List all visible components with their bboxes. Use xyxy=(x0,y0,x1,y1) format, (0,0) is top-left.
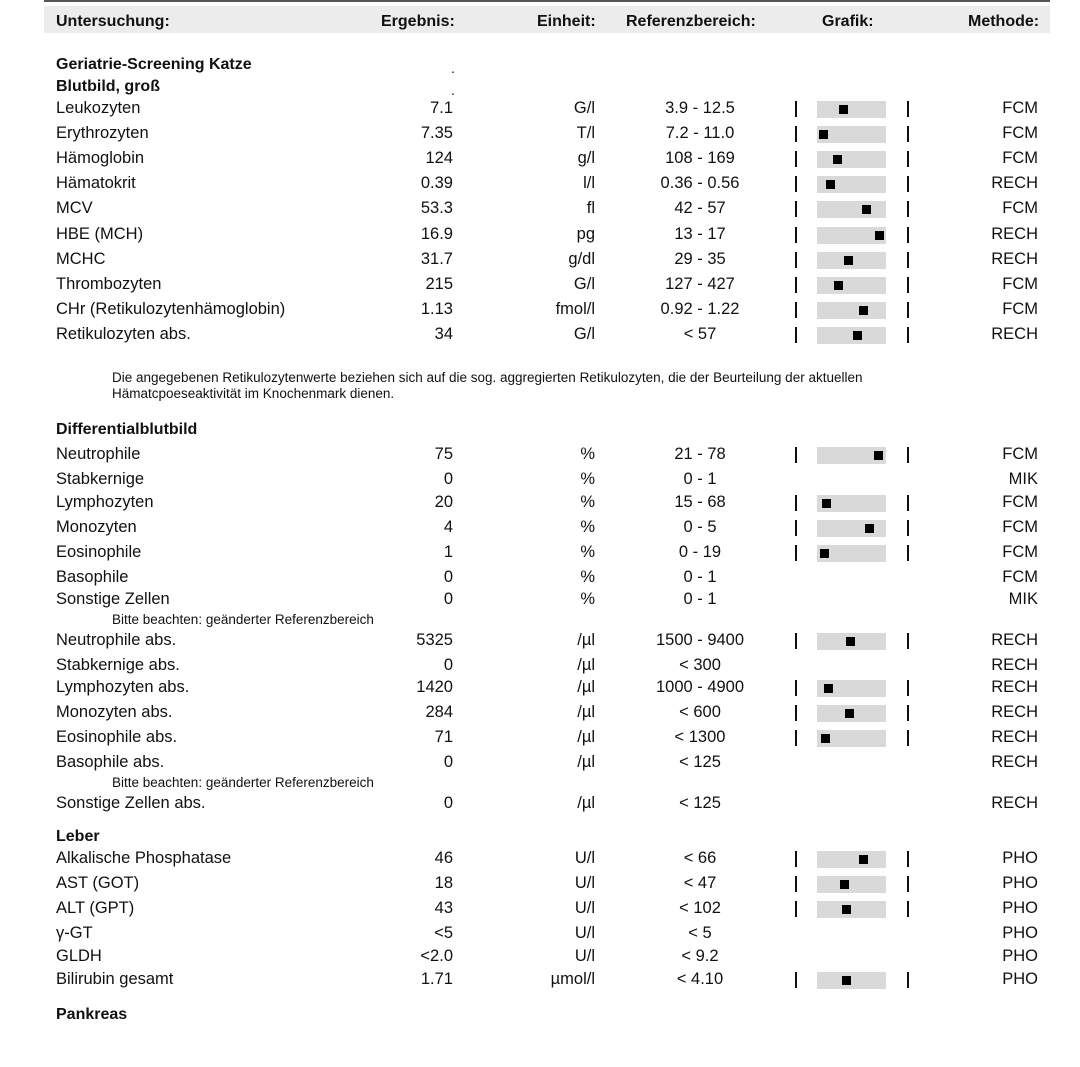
result-value: 43 xyxy=(434,899,453,917)
method-value: RECH xyxy=(991,728,1038,746)
table-row xyxy=(0,518,1080,540)
test-name: Lymphozyten abs. xyxy=(56,678,190,696)
result-value: 215 xyxy=(425,275,453,293)
result-value: 7.35 xyxy=(420,124,453,142)
range-bracket-right xyxy=(907,876,909,892)
test-name: Lymphozyten xyxy=(56,493,154,511)
range-bracket-right xyxy=(907,520,909,536)
range-bracket-left xyxy=(795,176,797,192)
range-bracket-left xyxy=(795,901,797,917)
method-value: RECH xyxy=(991,678,1038,696)
result-value: 34 xyxy=(434,325,453,343)
unit-value: /µl xyxy=(577,794,595,812)
method-value: PHO xyxy=(1002,970,1038,988)
result-value: 1.13 xyxy=(420,300,453,318)
unit-value: % xyxy=(580,568,595,586)
result-value: <5 xyxy=(434,924,453,942)
reference-change-note: Bitte beachten: geänderter Referenzbereich xyxy=(112,775,374,790)
method-value: FCM xyxy=(1002,445,1038,463)
reference-range: 7.2 - 11.0 xyxy=(665,124,735,142)
range-bar xyxy=(817,901,886,918)
unit-value: U/l xyxy=(574,924,595,942)
range-bar xyxy=(817,151,886,168)
method-value: RECH xyxy=(991,250,1038,268)
unit-value: pg xyxy=(576,225,595,243)
reference-change-note: Bitte beachten: geänderter Referenzbereich xyxy=(112,612,374,627)
range-bracket-left xyxy=(795,302,797,318)
table-row xyxy=(0,753,1080,775)
range-bracket-left xyxy=(795,520,797,536)
range-bracket-right xyxy=(907,151,909,167)
result-value: 7.1 xyxy=(430,99,453,117)
table-row xyxy=(0,174,1080,196)
range-bar xyxy=(817,101,886,118)
result-value: 20 xyxy=(434,493,453,511)
reference-range: 127 - 427 xyxy=(665,275,735,293)
test-name: MCV xyxy=(56,199,93,217)
range-bar xyxy=(817,447,886,464)
header-methode: Methode: xyxy=(968,13,1040,30)
reference-range: < 4.10 xyxy=(676,970,724,988)
reference-range: 0 - 1 xyxy=(683,590,717,608)
result-value: <2.0 xyxy=(420,947,453,965)
test-name: Alkalische Phosphatase xyxy=(56,849,232,867)
range-bar xyxy=(817,633,886,650)
range-bracket-left xyxy=(795,633,797,649)
range-bar xyxy=(817,302,886,319)
range-bracket-left xyxy=(795,252,797,268)
range-bracket-right xyxy=(907,201,909,217)
method-value: MIK xyxy=(1008,470,1038,488)
range-bracket-left xyxy=(795,876,797,892)
range-bar xyxy=(817,680,886,697)
table-row xyxy=(0,947,1080,969)
table-row xyxy=(0,656,1080,678)
result-value: 1 xyxy=(443,543,453,561)
table-row xyxy=(0,874,1080,896)
range-bar xyxy=(817,520,886,537)
range-bracket-left xyxy=(795,201,797,217)
range-bracket-left xyxy=(795,495,797,511)
test-name: Hämatokrit xyxy=(56,174,136,192)
method-value: RECH xyxy=(991,174,1038,192)
table-row xyxy=(0,199,1080,221)
method-value: RECH xyxy=(991,753,1038,771)
unit-value: /µl xyxy=(577,656,595,674)
value-marker xyxy=(865,524,874,533)
reference-range: 1500 - 9400 xyxy=(655,631,745,649)
range-bar xyxy=(817,876,886,893)
result-value: 0 xyxy=(443,656,453,674)
range-bracket-left xyxy=(795,151,797,167)
result-value: 75 xyxy=(434,445,453,463)
range-bar xyxy=(817,277,886,294)
test-name: Eosinophile xyxy=(56,543,142,561)
range-bracket-right xyxy=(907,545,909,561)
unit-value: l/l xyxy=(583,174,595,192)
range-bracket-left xyxy=(795,126,797,142)
reference-range: 42 - 57 xyxy=(674,199,726,217)
method-value: FCM xyxy=(1002,99,1038,117)
method-value: PHO xyxy=(1002,947,1038,965)
method-value: FCM xyxy=(1002,275,1038,293)
result-value: 0 xyxy=(443,590,453,608)
unit-value: % xyxy=(580,470,595,488)
table-row xyxy=(0,794,1080,816)
value-marker xyxy=(834,281,843,290)
table-row xyxy=(0,124,1080,146)
method-value: PHO xyxy=(1002,874,1038,892)
range-bracket-right xyxy=(907,327,909,343)
reference-range: 0 - 1 xyxy=(683,470,717,488)
test-name: Sonstige Zellen xyxy=(56,590,170,608)
method-value: PHO xyxy=(1002,924,1038,942)
table-row xyxy=(0,543,1080,565)
value-marker xyxy=(820,549,829,558)
range-bracket-right xyxy=(907,227,909,243)
range-bracket-right xyxy=(907,126,909,142)
unit-value: g/dl xyxy=(568,250,595,268)
reference-range: < 125 xyxy=(679,794,721,812)
test-name: Neutrophile abs. xyxy=(56,631,177,649)
test-name: Monozyten abs. xyxy=(56,703,173,721)
reference-range: < 57 xyxy=(683,325,717,343)
unit-value: /µl xyxy=(577,678,595,696)
header-ergebnis: Ergebnis: xyxy=(381,13,455,30)
section-title-differentialblutbild: Differentialblutbild xyxy=(56,421,198,438)
range-bar xyxy=(817,252,886,269)
range-bracket-left xyxy=(795,227,797,243)
retikulozyten-note-line1: Die angegebenen Retikulozytenwerte beziehen sich auf die sog. aggregierten Retikulozyten, die der Beurteilung der aktuellen xyxy=(112,370,863,385)
range-bracket-right xyxy=(907,633,909,649)
range-bracket-left xyxy=(795,447,797,463)
range-bar xyxy=(817,176,886,193)
method-value: FCM xyxy=(1002,493,1038,511)
test-name: GLDH xyxy=(56,947,102,965)
range-bar xyxy=(817,201,886,218)
unit-value: G/l xyxy=(573,325,595,343)
table-row xyxy=(0,970,1080,992)
reference-range: < 5 xyxy=(688,924,712,942)
method-value: RECH xyxy=(991,631,1038,649)
method-value: RECH xyxy=(991,703,1038,721)
header-untersuchung: Untersuchung: xyxy=(56,13,170,30)
value-marker xyxy=(875,231,884,240)
test-name: HBE (MCH) xyxy=(56,225,144,243)
table-row xyxy=(0,924,1080,946)
result-value: 1420 xyxy=(416,678,453,696)
table-row xyxy=(0,470,1080,492)
table-row xyxy=(0,275,1080,297)
unit-value: µmol/l xyxy=(550,970,595,988)
reference-range: 21 - 78 xyxy=(674,445,726,463)
range-bracket-left xyxy=(795,277,797,293)
value-marker xyxy=(853,331,862,340)
value-marker xyxy=(833,155,842,164)
value-marker xyxy=(842,976,851,985)
range-bracket-right xyxy=(907,495,909,511)
table-row xyxy=(0,149,1080,171)
range-bracket-left xyxy=(795,851,797,867)
section-title-leber: Leber xyxy=(56,828,100,845)
table-row xyxy=(0,590,1080,612)
value-marker xyxy=(859,855,868,864)
reference-range: 3.9 - 12.5 xyxy=(665,99,735,117)
table-row xyxy=(0,300,1080,322)
range-bar xyxy=(817,851,886,868)
value-marker xyxy=(846,637,855,646)
value-marker xyxy=(845,709,854,718)
range-bracket-right xyxy=(907,252,909,268)
range-bracket-right xyxy=(907,101,909,117)
value-marker xyxy=(844,256,853,265)
range-bar xyxy=(817,495,886,512)
range-bracket-left xyxy=(795,327,797,343)
range-bracket-left xyxy=(795,680,797,696)
result-value: 53.3 xyxy=(420,199,453,217)
unit-value: % xyxy=(580,493,595,511)
table-row xyxy=(0,493,1080,515)
result-value: 16.9 xyxy=(420,225,453,243)
range-bracket-right xyxy=(907,680,909,696)
unit-value: /µl xyxy=(577,631,595,649)
range-bar xyxy=(817,545,886,562)
test-name: Neutrophile xyxy=(56,445,141,463)
result-value: 46 xyxy=(434,849,453,867)
section-title-blutbild: Blutbild, groß xyxy=(56,78,160,95)
test-name: Erythrozyten xyxy=(56,124,149,142)
method-value: MIK xyxy=(1008,590,1038,608)
reference-range: 1000 - 4900 xyxy=(655,678,745,696)
table-row xyxy=(0,849,1080,871)
value-marker xyxy=(824,684,833,693)
section-title-geriatrie: Geriatrie-Screening Katze xyxy=(56,56,252,73)
method-value: RECH xyxy=(991,325,1038,343)
range-bracket-left xyxy=(795,101,797,117)
test-name: Bilirubin gesamt xyxy=(56,970,174,988)
result-value: 18 xyxy=(434,874,453,892)
method-value: FCM xyxy=(1002,300,1038,318)
value-marker xyxy=(874,451,883,460)
reference-range: < 66 xyxy=(683,849,717,867)
method-value: PHO xyxy=(1002,899,1038,917)
unit-value: U/l xyxy=(574,874,595,892)
unit-value: /µl xyxy=(577,728,595,746)
test-name: ALT (GPT) xyxy=(56,899,135,917)
test-name: Monozyten xyxy=(56,518,137,536)
result-value: 284 xyxy=(425,703,453,721)
header-grafik: Grafik: xyxy=(822,13,874,30)
reference-range: < 300 xyxy=(679,656,721,674)
value-marker xyxy=(859,306,868,315)
top-rule xyxy=(44,0,1050,2)
test-name: Basophile xyxy=(56,568,129,586)
reference-range: < 9.2 xyxy=(681,947,719,965)
test-name: Stabkernige xyxy=(56,470,145,488)
table-row xyxy=(0,99,1080,121)
reference-range: 0 - 5 xyxy=(683,518,717,536)
unit-value: G/l xyxy=(573,275,595,293)
result-dot: . xyxy=(451,82,455,98)
range-bracket-left xyxy=(795,705,797,721)
range-bracket-right xyxy=(907,972,909,988)
value-marker xyxy=(862,205,871,214)
result-value: 5325 xyxy=(416,631,453,649)
method-value: PHO xyxy=(1002,849,1038,867)
value-marker xyxy=(840,880,849,889)
unit-value: G/l xyxy=(573,99,595,117)
method-value: RECH xyxy=(991,794,1038,812)
reference-range: < 1300 xyxy=(674,728,726,746)
section-title-pankreas: Pankreas xyxy=(56,1006,128,1023)
range-bracket-left xyxy=(795,545,797,561)
method-value: FCM xyxy=(1002,543,1038,561)
range-bracket-right xyxy=(907,447,909,463)
unit-value: fl xyxy=(586,199,595,217)
result-value: 71 xyxy=(434,728,453,746)
value-marker xyxy=(839,105,848,114)
table-row xyxy=(0,225,1080,247)
range-bracket-right xyxy=(907,277,909,293)
retikulozyten-note-line2: Hämatcpoeseaktivität im Knochenmark dienen. xyxy=(112,386,395,401)
range-bar xyxy=(817,227,886,244)
range-bracket-right xyxy=(907,901,909,917)
reference-range: 0 - 19 xyxy=(678,543,722,561)
unit-value: % xyxy=(580,445,595,463)
reference-range: 29 - 35 xyxy=(674,250,726,268)
table-row xyxy=(0,703,1080,725)
reference-range: 0.36 - 0.56 xyxy=(660,174,740,192)
reference-range: < 102 xyxy=(679,899,721,917)
table-row xyxy=(0,899,1080,921)
reference-range: < 125 xyxy=(679,753,721,771)
method-value: FCM xyxy=(1002,199,1038,217)
unit-value: U/l xyxy=(574,947,595,965)
test-name: Hämoglobin xyxy=(56,149,145,167)
range-bar xyxy=(817,730,886,747)
value-marker xyxy=(819,130,828,139)
result-value: 4 xyxy=(443,518,453,536)
range-bracket-left xyxy=(795,730,797,746)
test-name: CHr (Retikulozytenhämoglobin) xyxy=(56,300,286,318)
result-value: 0 xyxy=(443,568,453,586)
result-value: 0 xyxy=(443,470,453,488)
table-row xyxy=(0,250,1080,272)
test-name: γ-GT xyxy=(56,924,93,942)
result-value: 124 xyxy=(425,149,453,167)
unit-value: % xyxy=(580,590,595,608)
range-bar xyxy=(817,126,886,143)
test-name: Stabkernige abs. xyxy=(56,656,180,674)
value-marker xyxy=(822,499,831,508)
unit-value: /µl xyxy=(577,753,595,771)
header-einheit: Einheit: xyxy=(537,13,596,30)
range-bar xyxy=(817,327,886,344)
reference-range: 108 - 169 xyxy=(665,149,735,167)
table-row xyxy=(0,325,1080,347)
result-value: 0 xyxy=(443,794,453,812)
range-bracket-right xyxy=(907,730,909,746)
value-marker xyxy=(842,905,851,914)
method-value: FCM xyxy=(1002,568,1038,586)
result-value: 0 xyxy=(443,753,453,771)
range-bar xyxy=(817,705,886,722)
result-dot: . xyxy=(451,60,455,76)
table-row xyxy=(0,568,1080,590)
range-bracket-right xyxy=(907,705,909,721)
reference-range: 15 - 68 xyxy=(674,493,726,511)
test-name: Sonstige Zellen abs. xyxy=(56,794,206,812)
test-name: Thrombozyten xyxy=(56,275,162,293)
range-bracket-left xyxy=(795,972,797,988)
reference-range: 0 - 1 xyxy=(683,568,717,586)
value-marker xyxy=(821,734,830,743)
unit-value: /µl xyxy=(577,703,595,721)
reference-range: < 47 xyxy=(683,874,717,892)
range-bracket-right xyxy=(907,176,909,192)
value-marker xyxy=(826,180,835,189)
method-value: RECH xyxy=(991,656,1038,674)
header-referenzbereich: Referenzbereich: xyxy=(626,13,756,30)
unit-value: U/l xyxy=(574,899,595,917)
method-value: RECH xyxy=(991,225,1038,243)
test-name: Retikulozyten abs. xyxy=(56,325,191,343)
table-row xyxy=(0,728,1080,750)
test-name: AST (GOT) xyxy=(56,874,140,892)
method-value: FCM xyxy=(1002,149,1038,167)
unit-value: % xyxy=(580,518,595,536)
result-value: 31.7 xyxy=(420,250,453,268)
result-value: 1.71 xyxy=(420,970,453,988)
test-name: Eosinophile abs. xyxy=(56,728,178,746)
reference-range: < 600 xyxy=(679,703,721,721)
reference-range: 0.92 - 1.22 xyxy=(660,300,740,318)
unit-value: fmol/l xyxy=(555,300,595,318)
unit-value: g/l xyxy=(577,149,595,167)
method-value: FCM xyxy=(1002,124,1038,142)
test-name: MCHC xyxy=(56,250,106,268)
method-value: FCM xyxy=(1002,518,1038,536)
test-name: Basophile abs. xyxy=(56,753,165,771)
result-value: 0.39 xyxy=(420,174,453,192)
unit-value: U/l xyxy=(574,849,595,867)
range-bracket-right xyxy=(907,851,909,867)
table-row xyxy=(0,678,1080,700)
unit-value: T/l xyxy=(576,124,595,142)
reference-range: 13 - 17 xyxy=(674,225,726,243)
range-bracket-right xyxy=(907,302,909,318)
unit-value: % xyxy=(580,543,595,561)
test-name: Leukozyten xyxy=(56,99,141,117)
range-bar xyxy=(817,972,886,989)
table-row xyxy=(0,445,1080,467)
table-row xyxy=(0,631,1080,653)
